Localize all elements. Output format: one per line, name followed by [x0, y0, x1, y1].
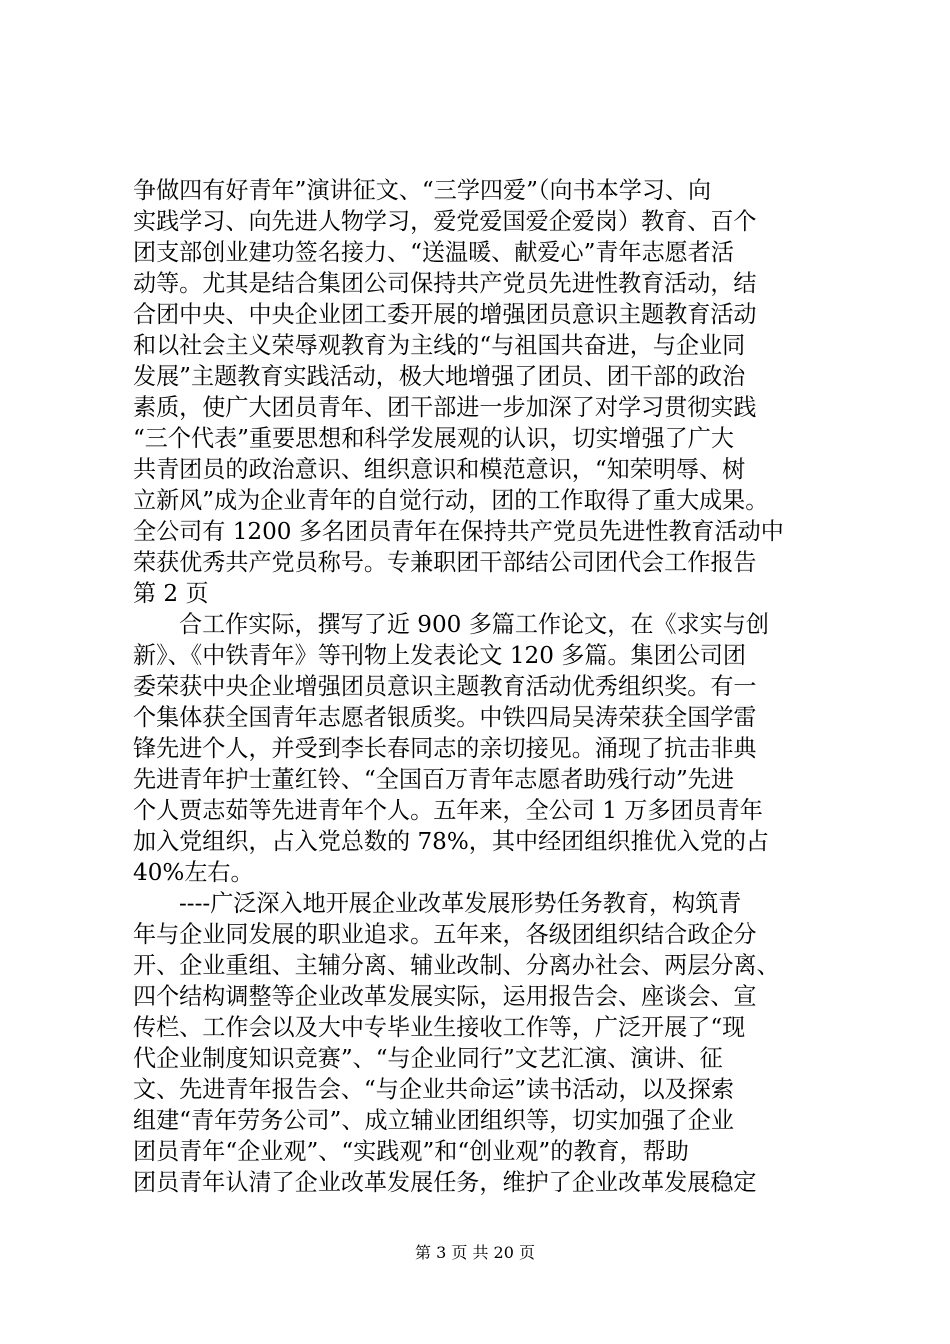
text-line: 加入党组织，占入党总数的 78%，其中经团组织推优入党的占 [133, 829, 770, 855]
text-line: 委荣获中央企业增强团员意识主题教育活动优秀组织奖。有一 [133, 674, 757, 700]
text-line: 个集体获全国青年志愿者银质奖。中铁四局吴涛荣获全国学雷 [133, 705, 757, 731]
text-line: 实践学习、向先进人物学习，爱党爱国爱企爱岗）教育、百个 [133, 209, 757, 235]
body-text [133, 176, 827, 1199]
text-line: 40%左右。 [133, 860, 254, 886]
text-line: 全公司有 1200 多名团员青年在保持共产党员先进性教育活动中 [133, 519, 784, 545]
text-line: 团员青年“企业观”、“实践观”和“创业观”的教育，帮助 [133, 1139, 689, 1165]
text-line: 开、企业重组、主辅分离、辅业改制、分离办社会、两层分离、 [133, 953, 780, 979]
text-line: 个人贾志茹等先进青年个人。五年来，全公司 1 万多团员青年 [133, 798, 763, 824]
inline-page-marker: 第 2 页 [133, 581, 209, 607]
paragraph-start-line: 合工作实际，撰写了近 900 多篇工作论文，在《求实与创 [179, 612, 769, 638]
text-line: “三个代表”重要思想和科学发展观的认识，切实增强了广大 [133, 426, 734, 452]
text-line: 团员青年认清了企业改革发展任务，维护了企业改革发展稳定 [133, 1170, 757, 1196]
text-line: 传栏、工作会以及大中专毕业生接收工作等，广泛开展了“现 [133, 1015, 746, 1041]
text-line: 共青团员的政治意识、组织意识和模范意识，“知荣明辱、树 [133, 457, 746, 483]
text-line: 合团中央、中央企业团工委开展的增强团员意识主题教育活动 [133, 302, 757, 328]
text-line: 四个结构调整等企业改革发展实际，运用报告会、座谈会、宣 [133, 984, 757, 1010]
text-line: 代企业制度知识竞赛”、“与企业同行”文艺汇演、演讲、征 [133, 1046, 723, 1072]
text-line: 争做四有好青年”演讲征文、“三学四爱”（向书本学习、向 [133, 178, 712, 204]
text-line: 发展”主题教育实践活动，极大地增强了团员、团干部的政治 [133, 364, 746, 390]
text-line: 团支部创业建功签名接力、“送温暖、献爱心”青年志愿者活 [133, 240, 734, 266]
text-line: 锋先进个人，并受到李长春同志的亲切接见。涌现了抗击非典 [133, 736, 757, 762]
text-line: 和以社会主义荣辱观教育为主线的“与祖国共奋进，与企业同 [133, 333, 746, 359]
text-line: 文、先进青年报告会、“与企业共命运”读书活动，以及探索 [133, 1077, 734, 1103]
text-line: 动等。尤其是结合集团公司保持共产党员先进性教育活动，结 [133, 271, 757, 297]
text-line: 先进青年护士董红铃、“全国百万青年志愿者助残行动”先进 [133, 767, 734, 793]
text-line: 年与企业同发展的职业追求。五年来，各级团组织结合政企分 [133, 922, 757, 948]
text-line: 荣获优秀共产党员称号。专兼职团干部结公司团代会工作报告 [133, 550, 757, 576]
text-line: 组建“青年劳务公司”、成立辅业团组织等，切实加强了企业 [133, 1108, 734, 1134]
text-line: 立新风”成为企业青年的自觉行动，团的工作取得了重大成果。 [133, 488, 769, 514]
text-line: 素质，使广大团员青年、团干部进一步加深了对学习贯彻实践 [133, 395, 757, 421]
text-line: 新》、《中铁青年》等刊物上发表论文 120 多篇。集团公司团 [133, 643, 747, 669]
page-footer: 第 3 页 共 20 页 [415, 1243, 535, 1262]
paragraph-start-line: ----广泛深入地开展企业改革发展形势任务教育，构筑青 [179, 891, 742, 917]
